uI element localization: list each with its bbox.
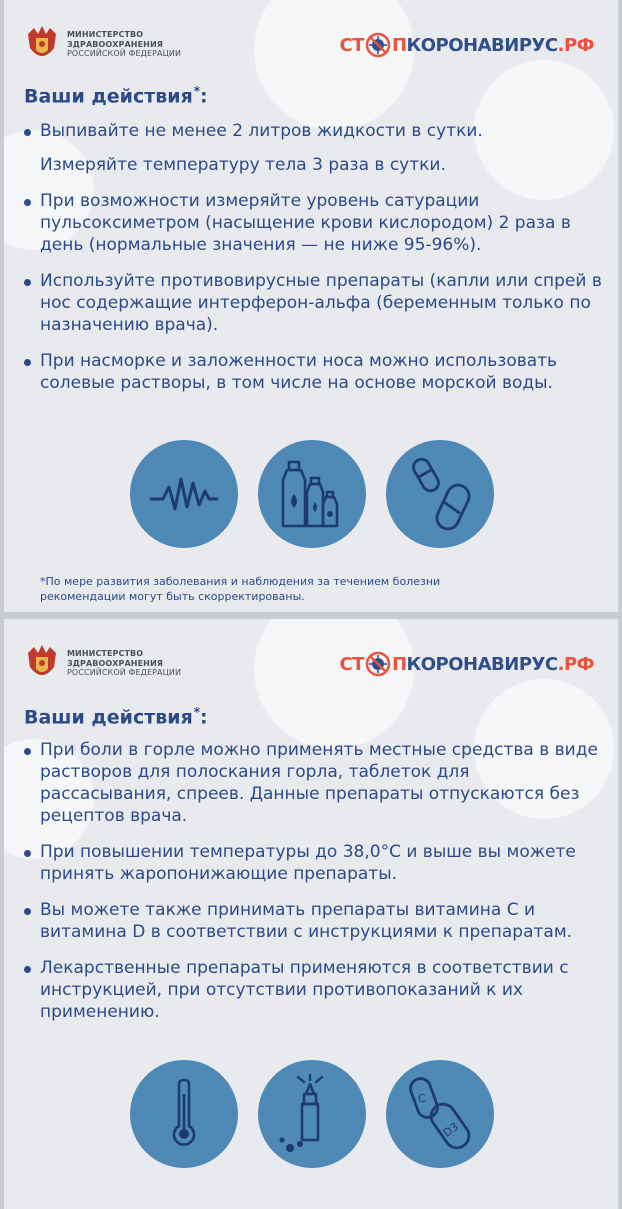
- info-card-1: [4, 0, 618, 612]
- nasal-spray-icon: [258, 1060, 366, 1168]
- section-title: Ваши действия*:: [24, 705, 208, 729]
- capsules-icon: [386, 440, 494, 548]
- section-title: Ваши действия*:: [24, 84, 208, 108]
- list-item: Лекарственные препараты применяются в соответствии с инструкцией, при отсутствии противопоказаний к их применению.: [24, 957, 604, 1023]
- list-item: При возможности измеряйте уровень сатурации пульсоксиметром (насыщение крови кислородом) 2 раза в день (нормальные значения — не ниже 95-96%).: [24, 190, 604, 256]
- bottles-icon: [258, 440, 366, 548]
- crossed-virus-icon: [365, 32, 391, 58]
- list-item: При насморке и заложенности носа можно использовать солевые растворы, в том числе на основе морской воды.: [24, 350, 604, 394]
- footnote: *По мере развития заболевания и наблюдения за течением болезни рекомендации могут быть скорректированы.: [40, 575, 441, 603]
- list-item: Измеряйте температуру тела 3 раза в сутки.: [40, 155, 446, 175]
- list-item: Выпивайте не менее 2 литров жидкости в сутки.: [24, 120, 604, 142]
- list-item: При боли в горле можно применять местные средства в виде растворов для полоскания горла, таблеток для рассасывания, спреев. Данные препараты отпускаются без рецептов врача.: [24, 739, 604, 827]
- vitamin-d3-label: D3: [440, 1120, 461, 1140]
- ministry-name: МИНИСТЕРСТВО ЗДРАВООХРАНЕНИЯ РОССИЙСКОЙ ФЕДЕРАЦИИ: [67, 649, 182, 677]
- thermometer-icon: [130, 1060, 238, 1168]
- vitamin-c-label: C: [418, 1092, 426, 1105]
- card-header: [4, 637, 618, 687]
- stopcoronavirus-logo: СТ П КОРОНАВИРУС .РФ: [339, 649, 594, 679]
- list-item: При повышении температуры до 38,0°С и выше вы можете принять жаропонижающие препараты.: [24, 841, 604, 885]
- vitamin-capsules-icon: [386, 1060, 494, 1168]
- crossed-virus-icon: [365, 651, 391, 677]
- stopcoronavirus-logo: СТ П КОРОНАВИРУС .РФ: [339, 30, 594, 60]
- coat-of-arms-icon: [24, 24, 60, 66]
- list-item: Используйте противовирусные препараты (капли или спрей в нос содержащие интерферон-альфа (беременным только по назначению врача).: [24, 270, 604, 336]
- coat-of-arms-icon: [24, 643, 60, 685]
- ministry-name: МИНИСТЕРСТВО ЗДРАВООХРАНЕНИЯ РОССИЙСКОЙ ФЕДЕРАЦИИ: [67, 30, 182, 58]
- actions-list: [24, 120, 604, 408]
- info-card-2: [4, 619, 618, 1209]
- list-item: Вы можете также принимать препараты витамина С и витамина D в соответствии с инструкциями к препаратам.: [24, 899, 604, 943]
- pulse-icon: [130, 440, 238, 548]
- actions-list: [24, 739, 604, 1037]
- card-header: [4, 18, 618, 68]
